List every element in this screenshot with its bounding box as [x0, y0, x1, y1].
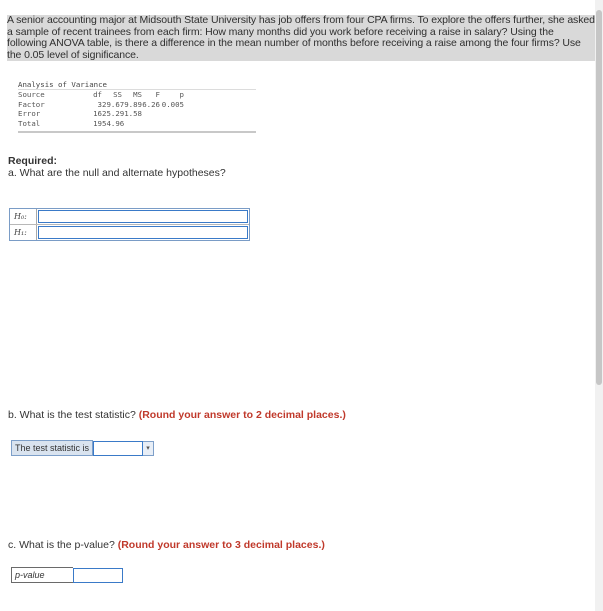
scrollbar-thumb[interactable]: [596, 10, 602, 385]
anova-cell: Error: [18, 109, 41, 119]
anova-cell: 54.96: [102, 118, 125, 128]
anova-cell: [160, 109, 184, 118]
anova-header-row: [18, 90, 256, 99]
question-c-note: (Round your answer to 3 decimal places.): [117, 539, 325, 551]
anova-cell: Factor: [18, 99, 45, 109]
anova-cell: 1.58: [124, 109, 142, 119]
question-b-note: (Round your answer to 2 decimal places.): [138, 409, 346, 421]
anova-row-total: [18, 119, 256, 128]
anova-cell: 29.67: [102, 99, 125, 109]
h0-input[interactable]: [38, 210, 248, 223]
anova-cell: [142, 109, 160, 118]
required-heading: Required:: [8, 155, 58, 167]
question-b-text: b. What is the test statistic?: [8, 409, 139, 421]
anova-bottom-rule: [18, 131, 256, 133]
anova-row-error: [18, 109, 256, 118]
required-section: [8, 155, 226, 179]
question-c-text: c. What is the p-value?: [8, 539, 118, 551]
anova-table: [18, 80, 256, 133]
anova-cell: 6.26: [142, 99, 160, 109]
anova-cell: [160, 119, 184, 128]
anova-cell: [142, 119, 160, 128]
anova-cell: 25.29: [102, 109, 125, 119]
anova-cell: [122, 119, 142, 128]
h1-input[interactable]: [38, 226, 248, 239]
question-c: [8, 539, 325, 551]
h1-label: H₁:: [10, 225, 37, 240]
hypotheses-table: [9, 208, 250, 241]
p-value-field: [11, 567, 123, 583]
anova-cell: 9.89: [124, 99, 142, 109]
test-statistic-label: The test statistic is: [11, 440, 93, 456]
h1-row: [10, 225, 249, 240]
anova-row-factor: [18, 100, 256, 109]
anova-header: df: [93, 90, 102, 100]
h0-row: [10, 209, 249, 225]
anova-header: MS: [133, 90, 142, 100]
p-value-input[interactable]: [73, 568, 123, 583]
question-a: a. What are the null and alternate hypotheses?: [8, 167, 226, 179]
vertical-scrollbar[interactable]: [595, 0, 603, 611]
anova-header: p: [179, 90, 184, 100]
anova-header: F: [155, 90, 160, 100]
anova-cell: Total: [18, 118, 41, 128]
test-statistic-input[interactable]: [93, 441, 143, 456]
question-b: [8, 409, 346, 421]
chevron-down-icon[interactable]: ▾: [143, 441, 154, 456]
test-statistic-field: [11, 440, 154, 456]
anova-cell: 16: [93, 109, 102, 119]
anova-cell: 3: [97, 99, 102, 109]
p-value-label: p-value: [11, 567, 73, 583]
anova-title: Analysis of Variance: [18, 80, 107, 89]
anova-cell: 19: [93, 118, 102, 128]
problem-statement: A senior accounting major at Midsouth State University has job offers from four CPA firms. To explore the offers further, she asked a sample of recent trainees from each firm: How many months did you work before receiving a raise in salary? Using the following ANOVA table, is there a difference in the mean number of months before receiving a raise among the four firms? Use the 0.05 level of significance.: [7, 14, 595, 61]
anova-cell: 0.005: [161, 99, 184, 109]
anova-header: Source: [18, 90, 45, 100]
h0-label: H₀:: [10, 209, 37, 224]
anova-header: SS: [113, 90, 122, 100]
